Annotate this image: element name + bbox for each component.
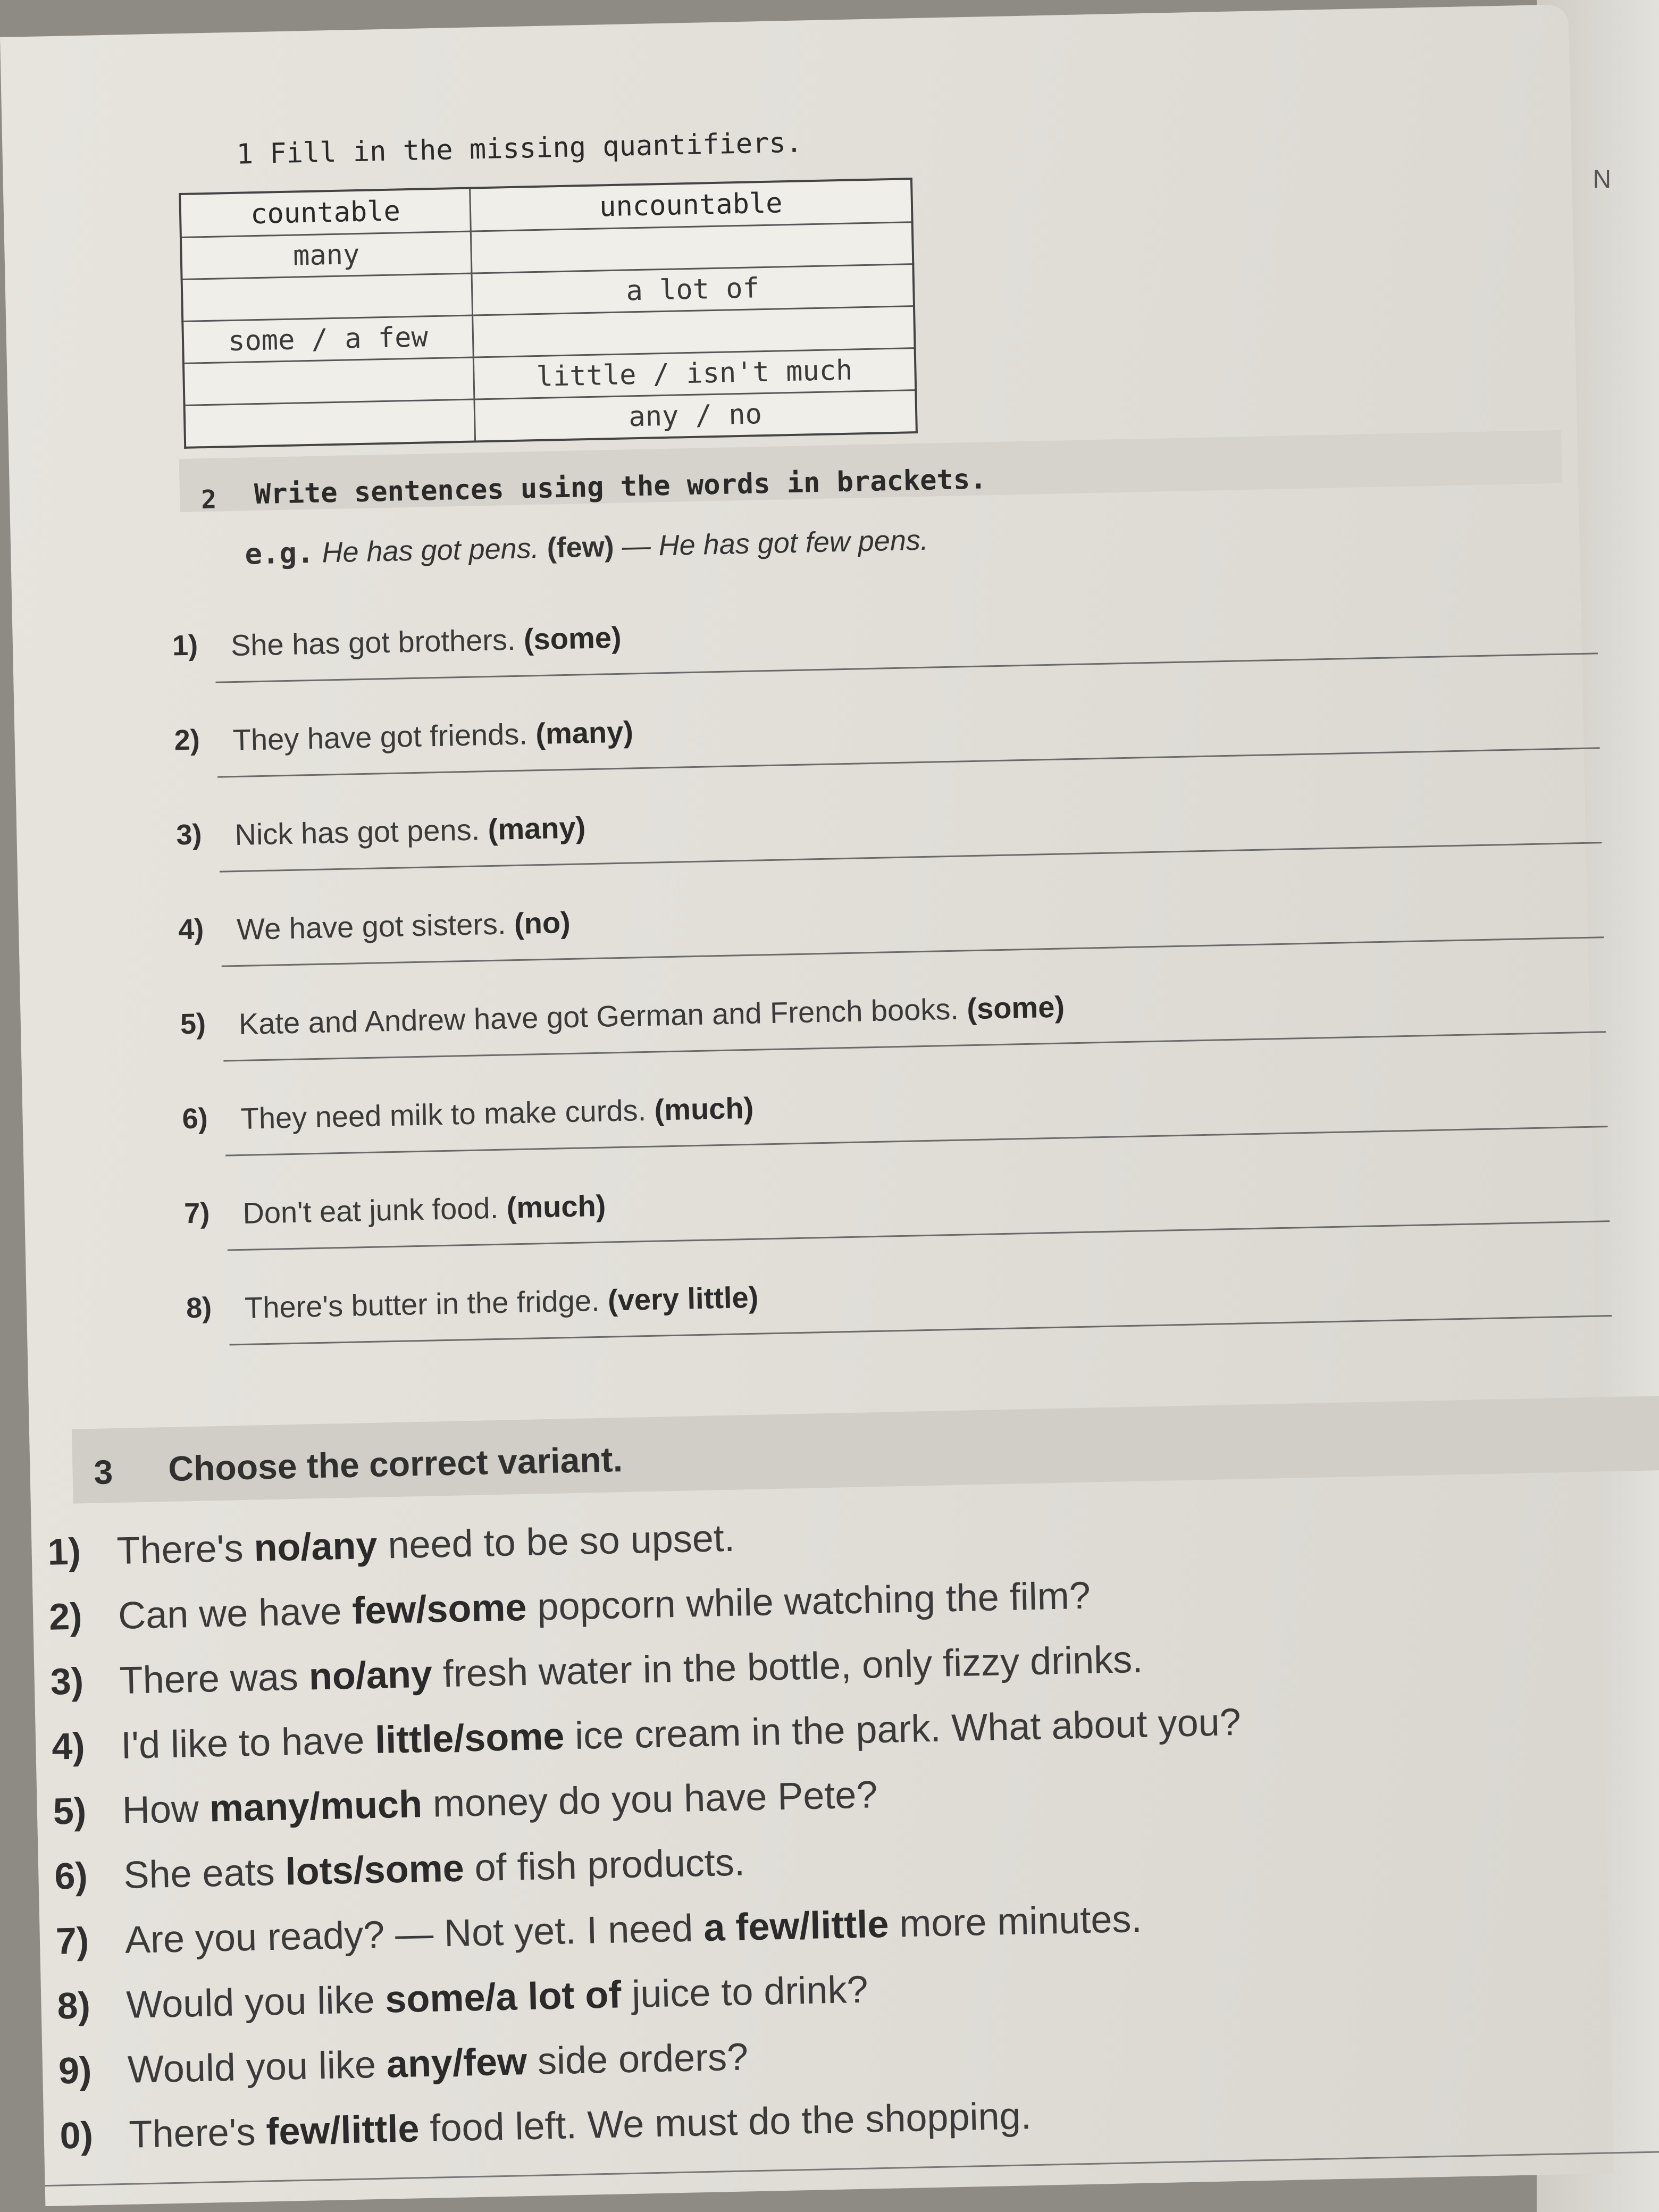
item-sentence: Kate and Andrew have got German and French books. bbox=[238, 992, 959, 1041]
item-number: 4) bbox=[178, 913, 204, 946]
item-choice[interactable]: few/some bbox=[351, 1586, 527, 1632]
example-word: (few) bbox=[547, 531, 615, 564]
table-cell[interactable]: some / a few bbox=[182, 315, 473, 363]
item-word: (very little) bbox=[607, 1280, 759, 1317]
item-before: I'd like to have bbox=[120, 1719, 376, 1767]
table-cell[interactable] bbox=[185, 399, 475, 448]
item-before: Can we have bbox=[118, 1589, 353, 1637]
table-cell[interactable] bbox=[182, 273, 473, 321]
example-sentence bbox=[245, 523, 929, 571]
item-sentence: Don't eat junk food. bbox=[242, 1191, 499, 1230]
item-number: 8) bbox=[186, 1292, 212, 1325]
item-sentence: There's butter in the fridge. bbox=[244, 1283, 600, 1325]
item-after: juice to drink? bbox=[621, 1968, 869, 2016]
item-after: popcorn while watching the film? bbox=[526, 1574, 1091, 1629]
item-choice[interactable]: some/a lot of bbox=[384, 1973, 622, 2021]
item-after: need to be so upset. bbox=[376, 1516, 735, 1567]
item-before: Would you like bbox=[127, 2043, 387, 2091]
item-choice[interactable]: a few/little bbox=[703, 1903, 890, 1950]
item-number: 1) bbox=[47, 1530, 81, 1573]
item-before: How bbox=[122, 1787, 210, 1832]
item-word: (many) bbox=[535, 715, 634, 751]
item-text bbox=[238, 989, 1065, 1041]
edge-mark: N bbox=[1593, 165, 1611, 194]
header-countable: countable bbox=[180, 188, 471, 238]
item-choice[interactable]: no/any bbox=[308, 1653, 433, 1698]
item-after: more minutes. bbox=[888, 1897, 1143, 1946]
item-number: 5) bbox=[53, 1790, 87, 1832]
example-text: He has got pens. bbox=[321, 532, 540, 569]
item-text bbox=[116, 1516, 735, 1573]
item-before: Would you like bbox=[125, 1978, 386, 2026]
example-prefix: e.g. bbox=[244, 535, 315, 571]
item-text bbox=[237, 905, 571, 946]
item-number: 7) bbox=[55, 1920, 90, 1962]
table-cell[interactable]: a lot of bbox=[472, 264, 914, 315]
item-choice[interactable]: many/much bbox=[209, 1783, 423, 1830]
section2-list bbox=[172, 578, 1623, 1365]
item-choice[interactable]: no/any bbox=[253, 1524, 378, 1570]
item-number: 9) bbox=[58, 2049, 93, 2092]
item-text bbox=[240, 1091, 754, 1136]
table-cell[interactable] bbox=[183, 357, 474, 405]
item-text bbox=[232, 714, 633, 757]
item-word: (many) bbox=[487, 810, 586, 847]
item-sentence: She has got brothers. bbox=[230, 622, 516, 663]
item-text bbox=[122, 1773, 878, 1832]
item-number: 6) bbox=[54, 1855, 88, 1897]
quantifiers-table bbox=[179, 178, 918, 449]
item-choice[interactable]: lots/some bbox=[284, 1847, 465, 1893]
item-word: (no) bbox=[514, 905, 571, 941]
item-text bbox=[242, 1188, 606, 1230]
item-after: side orders? bbox=[526, 2035, 749, 2083]
item-number: 3) bbox=[175, 818, 203, 851]
section2-number: 2 bbox=[200, 484, 217, 515]
item-after: of fish products. bbox=[463, 1841, 745, 1890]
section2-title: Write sentences using the words in brackets. bbox=[254, 463, 987, 511]
item-number: 8) bbox=[56, 1984, 91, 2027]
item-number: 3) bbox=[49, 1660, 84, 1703]
item-word: (some) bbox=[523, 620, 622, 656]
item-number: 6) bbox=[182, 1102, 208, 1135]
item-sentence: Nick has got pens. bbox=[234, 812, 480, 852]
item-choice[interactable]: few/little bbox=[265, 2107, 420, 2154]
item-sentence: We have got sisters. bbox=[236, 907, 507, 946]
section3-number: 3 bbox=[93, 1453, 113, 1492]
header-uncountable: uncountable bbox=[470, 179, 912, 231]
item-text bbox=[127, 2035, 749, 2091]
item-word: (much) bbox=[506, 1188, 606, 1225]
table-cell[interactable]: little / isn't much bbox=[473, 348, 916, 399]
item-number: 2) bbox=[48, 1595, 83, 1638]
item-text bbox=[234, 810, 586, 852]
workbook-page bbox=[0, 4, 1614, 2206]
item-number: 0) bbox=[59, 2114, 94, 2157]
item-word: (some) bbox=[966, 990, 1065, 1026]
item-after: money do you have Pete? bbox=[422, 1773, 878, 1826]
section1-title: 1 Fill in the missing quantifiers. bbox=[236, 127, 803, 171]
item-sentence: They need milk to make curds. bbox=[240, 1093, 647, 1135]
item-after: fresh water in the bottle, only fizzy drinks. bbox=[431, 1638, 1143, 1696]
item-number: 7) bbox=[183, 1197, 211, 1230]
table-cell[interactable]: many bbox=[181, 231, 472, 279]
example-answer: — He has got few pens. bbox=[622, 524, 929, 563]
item-number: 1) bbox=[172, 629, 198, 662]
section3-title: Choose the correct variant. bbox=[167, 1439, 623, 1488]
item-number: 5) bbox=[180, 1008, 206, 1041]
item-before: Are you ready? — Not yet. I need bbox=[124, 1907, 705, 1962]
section3-list bbox=[47, 1492, 1656, 2174]
item-text bbox=[244, 1280, 758, 1325]
item-before: There was bbox=[119, 1655, 309, 1702]
item-after: food left. We must do the shopping. bbox=[418, 2094, 1032, 2150]
item-before: She eats bbox=[123, 1850, 286, 1897]
item-text bbox=[230, 620, 622, 663]
item-after: ice cream in the park. What about you? bbox=[564, 1700, 1242, 1758]
table-cell[interactable]: any / no bbox=[474, 390, 917, 442]
item-before: There's bbox=[116, 1527, 255, 1573]
item-number: 2) bbox=[174, 724, 200, 757]
item-word: (much) bbox=[653, 1091, 754, 1127]
item-before: There's bbox=[128, 2110, 267, 2156]
item-text bbox=[123, 1840, 745, 1897]
item-choice[interactable]: any/few bbox=[386, 2040, 527, 2086]
item-text bbox=[126, 1968, 869, 2027]
item-sentence: They have got friends. bbox=[232, 717, 528, 757]
item-choice[interactable]: little/some bbox=[374, 1715, 565, 1762]
item-number: 4) bbox=[51, 1725, 86, 1767]
